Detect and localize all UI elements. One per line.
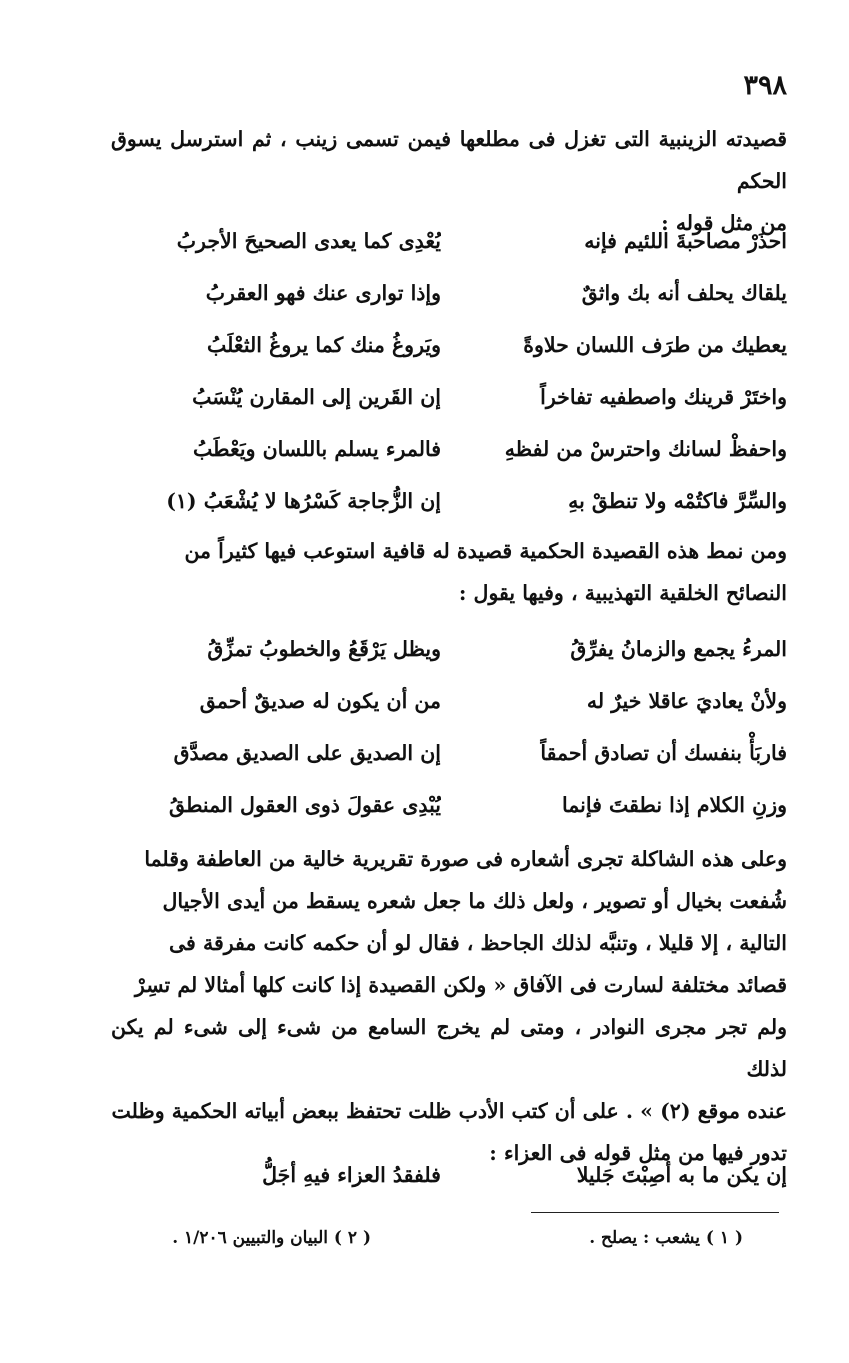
- closing-line: وعلى هذه الشاكلة تجرى أشعاره فى صورة تقريرية خالية من العاطفة وقلما: [144, 847, 787, 871]
- closing-line: تدور فيها من مثل قوله فى العزاء :: [489, 1141, 787, 1165]
- hemistich-second: يُبْدِى عقولَ ذوى العقول المنطقُ: [169, 793, 441, 817]
- hemistich-second: وإذا توارى عنك فهو العقربُ: [205, 281, 441, 305]
- closing-line: التالية ، إلا قليلا ، وتنبَّه لذلك الجاحظ ، فقال لو أن حكمه كانت مفرقة فى: [168, 931, 787, 955]
- intro-line: من مثل قوله :: [661, 211, 787, 235]
- hemistich-first: احذَرْ مصاحبةَ اللئيم فإنه: [584, 229, 787, 253]
- hemistich-first: إن يكن ما به أصِبْتَ جَليلا: [576, 1163, 787, 1187]
- verse: [111, 216, 787, 266]
- hemistich-second: ويظل يَرْقَعُ والخطوبُ تمزِّقُ: [207, 637, 441, 661]
- hemistich-second: إن الزُّجاجة كَسْرُها لا يُشْعَبُ (١): [166, 489, 441, 513]
- verse: [111, 476, 787, 526]
- footnote-2: ( ٢ ) البيان والتبيين ١/٢٠٦ .: [172, 1228, 371, 1248]
- verse: [111, 728, 787, 778]
- hemistich-first: يلقاك يحلف أنه بك واثقٌ: [581, 281, 787, 305]
- footnote-1: ( ١ ) يشعب : يصلح .: [589, 1228, 743, 1248]
- hemistich-first: وزنِ الكلام إذا نطقتَ فإنما: [562, 793, 787, 817]
- hemistich-first: يعطيك من طرَف اللسان حلاوةً: [523, 333, 787, 357]
- closing-line: ولم تجر مجرى النوادر ، ومتى لم يخرج السامع من شىء إلى شىء لم يكن لذلك: [111, 1015, 787, 1081]
- hemistich-first: واختَرْ قرينك واصطفيه تفاخراً: [540, 385, 787, 409]
- hemistich-second: إن القَرين إلى المقارن يُنْسَبُ: [192, 385, 441, 409]
- verse: [111, 268, 787, 318]
- page-number: ٣٩٨: [743, 70, 787, 101]
- closing-line: قصائد مختلفة لسارت فى الآفاق « ولكن القصيدة إذا كانت كلها أمثالا لم تسِرْ: [134, 973, 787, 997]
- hemistich-second: ويَروغُ منك كما يروغُ الثعْلَبُ: [207, 333, 441, 357]
- hemistich-first: المرءُ يجمع والزمانُ يفرِّقُ: [570, 637, 787, 661]
- closing-line: شُفعت بخيال أو تصوير ، ولعل ذلك ما جعل شعره يسقط من أيدى الأجيال: [162, 889, 787, 913]
- middle-line: ومن نمط هذه القصيدة الحكمية قصيدة له قافية استوعب فيها كثيراً من: [184, 539, 787, 563]
- verse: [111, 372, 787, 422]
- intro-line: قصيدته الزينبية التى تغزل فى مطلعها فيمن تسمى زينب ، ثم استرسل يسوق الحكم: [111, 127, 787, 193]
- verse: [111, 320, 787, 370]
- footnote-divider: [531, 1212, 779, 1213]
- verse: [111, 780, 787, 830]
- hemistich-second: إن الصديق على الصديق مصدَّق: [173, 741, 441, 765]
- verse: [111, 676, 787, 726]
- hemistich-first: والسِّرَّ فاكتُمْه ولا تنطقْ بهِ: [568, 489, 787, 513]
- closing-line: عنده موقع (٢) » . على أن كتب الأدب ظلت تحتفظ ببعض أبياته الحكمية وظلت: [111, 1099, 787, 1123]
- hemistich-second: فلفقدُ العزاء فيهِ أجَلُّ: [262, 1163, 441, 1187]
- verse: [111, 624, 787, 674]
- middle-line: النصائح الخلقية التهذيبية ، وفيها يقول :: [458, 581, 787, 605]
- hemistich-first: فاربَأْ بنفسك أن تصادق أحمقاً: [540, 741, 787, 765]
- hemistich-first: واحفظْ لسانك واحترسْ من لفظهِ: [504, 437, 787, 461]
- closing-paragraph: [111, 838, 787, 1174]
- middle-paragraph: [111, 530, 787, 614]
- hemistich-second: يُعْدِى كما يعدى الصحيحَ الأجربُ: [176, 229, 441, 253]
- final-verse: [111, 1150, 787, 1200]
- hemistich-first: ولأنْ يعاديَ عاقلا خيرٌ له: [586, 689, 787, 713]
- verse: [111, 424, 787, 474]
- hemistich-second: فالمرء يسلم باللسان ويَعْطَبُ: [193, 437, 441, 461]
- hemistich-second: من أن يكون له صديقٌ أحمق: [199, 689, 441, 713]
